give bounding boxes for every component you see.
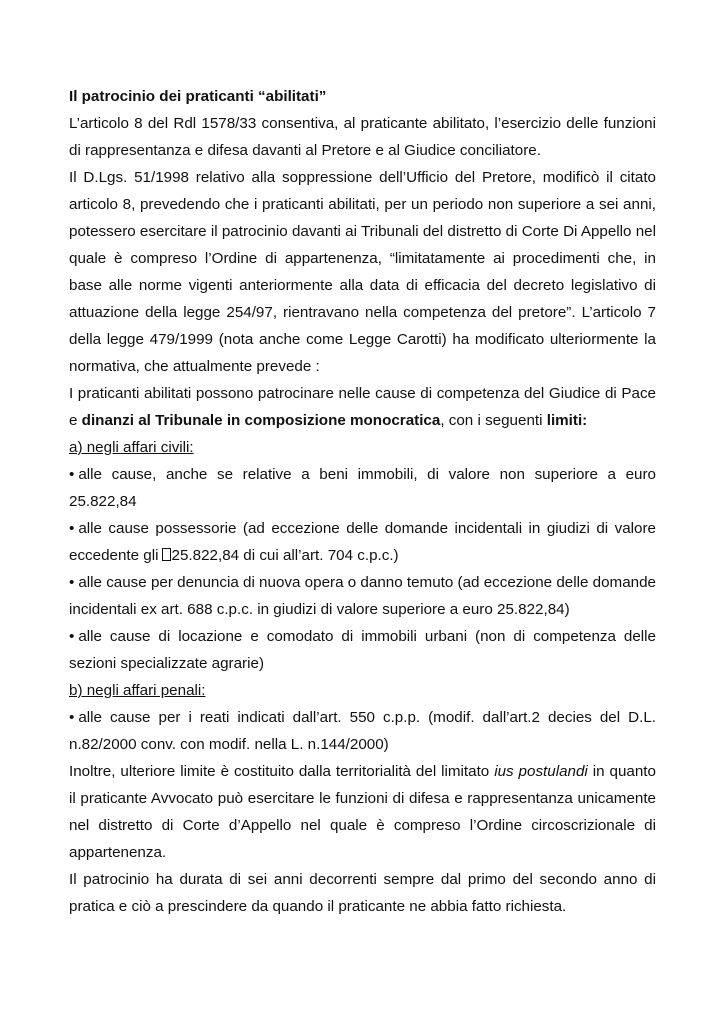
paragraph-limits [69, 380, 656, 434]
territorialita-text-a: Inoltre, ulteriore limite è costituito dalla territorialità del limitato [69, 763, 495, 780]
bullet-item-locazione [69, 623, 656, 677]
limits-text-a: I praticanti abilitati possono patrocinare nelle cause di competenza del Giudice di Pace e [69, 385, 656, 429]
paragraph-territorialita [69, 758, 656, 866]
document-page [69, 83, 656, 920]
paragraph-dlgs: Il D.Lgs. 51/1998 relativo alla soppressione dell’Ufficio del Pretore, modificò il citato articolo 8, prevedendo che i praticanti abilitati, per un periodo non superiore a sei anni, potessero esercitare il patrocinio davanti ai Tribunali del distretto di Corte Di Appello nel quale è compreso l’Ordine di appartenenza, “limitatamente ai procedimenti che, in base alle norme vigenti anteriormente alla data di efficacia del decreto legislativo di attuazione della legge 254/97, rientravano nella competenza del pretore”. L’articolo 7 della legge 479/1999 (nota anche come Legge Carotti) ha modificato ulteriormente la normativa, che attualmente prevede : [69, 169, 656, 375]
bullet-item-reati [69, 704, 656, 758]
bullet-icon: • [69, 574, 75, 591]
territorialita-text-ius-postulandi: ius postulandi [494, 763, 588, 780]
civil-affairs-heading: a) negli affari civili: [69, 439, 194, 456]
bullet-icon: • [69, 709, 75, 726]
bullet-text-after: 25.822,84 di cui all’art. 704 c.p.c.) [171, 547, 399, 564]
bullet-icon: • [69, 628, 75, 645]
limits-text-tribunale: dinanzi al Tribunale in composizione monocratica [81, 412, 441, 429]
missing-glyph-box-icon [162, 548, 171, 561]
document-title: Il patrocinio dei praticanti “abilitati” [69, 88, 327, 105]
bullet-text: alle cause per denuncia di nuova opera o danno temuto (ad eccezione delle domande incidentali ex art. 688 c.p.c. in giudizi di valore superiore a euro 25.822,84) [69, 574, 656, 618]
bullet-text-before: alle cause possessorie (ad eccezione delle domande incidentali in giudizi di valore eccedente gli [69, 520, 656, 564]
bullet-text: alle cause, anche se relative a beni immobili, di valore non superiore a euro 25.822,84 [69, 466, 656, 510]
bullet-item-nuova-opera [69, 569, 656, 623]
bullet-icon: • [69, 466, 75, 483]
bullet-icon: • [69, 520, 75, 537]
territorialita-text-c: in quanto il praticante Avvocato può esercitare le funzioni di difesa e rappresentanza unicamente nel distretto di Corte d’Appello nel quale è compreso l’Ordine circoscrizionale di appartenenza. [69, 763, 656, 861]
bullet-item-possessorie [69, 515, 656, 569]
penal-affairs-heading: b) negli affari penali: [69, 682, 206, 699]
bullet-item-immobili [69, 461, 656, 515]
paragraph-rdl: L’articolo 8 del Rdl 1578/33 consentiva, al praticante abilitato, l’esercizio delle funzioni di rappresentanza e difesa davanti al Pretore e al Giudice conciliatore. [69, 115, 656, 159]
limits-text-c: , con i seguenti [440, 412, 547, 429]
bullet-text: alle cause di locazione e comodato di immobili urbani (non di competenza delle sezioni specializzate agrarie) [69, 628, 656, 672]
bullet-text: alle cause per i reati indicati dall’art. 550 c.p.p. (modif. dall’art.2 decies del D.L. n.82/2000 conv. con modif. nella L. n.144/2000) [69, 709, 656, 753]
limits-text-limiti: limiti: [546, 412, 588, 429]
paragraph-durata: Il patrocinio ha durata di sei anni decorrenti sempre dal primo del secondo anno di pratica e ciò a prescindere da quando il praticante ne abbia fatto richiesta. [69, 871, 656, 915]
